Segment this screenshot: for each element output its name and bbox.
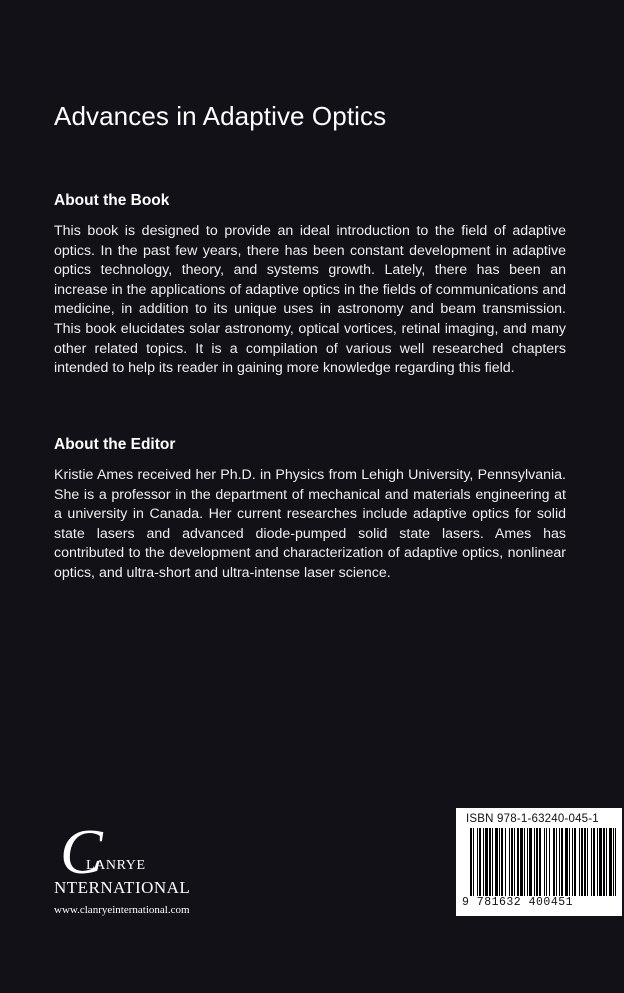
isbn-label: ISBN 978-1-63240-045-1 — [466, 813, 599, 825]
barcode-bar — [520, 828, 523, 896]
barcode-bar — [477, 828, 478, 896]
barcode-bar — [556, 828, 557, 896]
barcode-bar — [479, 828, 481, 896]
barcode-bar — [495, 828, 498, 896]
barcode-bar — [473, 828, 474, 896]
barcode-bar — [615, 828, 616, 896]
barcode-bar — [609, 828, 612, 896]
barcode-bar — [470, 828, 472, 896]
barcode-bar — [587, 828, 588, 896]
barcode-bar — [561, 828, 563, 896]
barcode-bar — [527, 828, 528, 896]
barcode-bar — [546, 828, 547, 896]
barcode-bar — [581, 828, 583, 896]
barcode-bar — [559, 828, 560, 896]
barcode-bar — [529, 828, 532, 896]
publisher-url: www.clanryeinternational.com — [54, 904, 190, 916]
about-editor-text: Kristie Ames received her Ph.D. in Physics from Lehigh University, Pennsylvania. She is a professor in the department of mechanical and materials engineering at a university in Canada. Her current researches include adaptive optics for solid state lasers and advanced diode-pumped solid state lasers. Ames has contributed to the development and characterization of adaptive optics, nonlinear optics, and ultra-short and ultra-intense laser science. — [54, 467, 566, 581]
barcode-bar — [597, 828, 598, 896]
barcode-bar — [553, 828, 555, 896]
about-editor-heading: About the Editor — [54, 436, 176, 453]
barcode-bar — [501, 828, 503, 896]
barcode-bar — [485, 828, 488, 896]
barcode-bar — [483, 828, 484, 896]
barcode-bar — [613, 828, 614, 896]
logo-text-line1: LANRYE — [86, 858, 146, 873]
barcode-bar — [549, 828, 550, 896]
isbn-barcode — [456, 808, 622, 916]
barcode-bar — [579, 828, 580, 896]
barcode-bar — [536, 828, 538, 896]
barcode-bar — [603, 828, 605, 896]
barcode-bar — [593, 828, 595, 896]
barcode-bar — [505, 828, 506, 896]
barcode-bar — [514, 828, 515, 896]
barcode-bar — [606, 828, 607, 896]
publisher-logo — [52, 816, 232, 920]
barcode-bar — [591, 828, 592, 896]
barcode-bar — [511, 828, 513, 896]
barcode-bar — [599, 828, 602, 896]
barcode-bar — [584, 828, 586, 896]
barcode-bar — [489, 828, 491, 896]
barcode-bar — [539, 828, 541, 896]
barcode-bar — [569, 828, 570, 896]
about-book-heading: About the Book — [54, 192, 170, 209]
barcode-bars — [470, 828, 616, 900]
barcode-bar — [509, 828, 510, 896]
barcode-bar — [572, 828, 573, 896]
book-title: Advances in Adaptive Optics — [54, 101, 387, 131]
logo-text-line2: NTERNATIONAL — [54, 878, 191, 897]
barcode-bar — [517, 828, 519, 896]
barcode-digits: 9 781632 400451 — [462, 896, 574, 909]
barcode-bar — [544, 828, 545, 896]
barcode-bar — [524, 828, 525, 896]
barcode-bar — [492, 828, 493, 896]
barcode-bar — [499, 828, 500, 896]
barcode-bar — [574, 828, 576, 896]
about-book-text: This book is designed to provide an ideal introduction to the field of adaptive optics. In the past few years, there has been constant development in adaptive optics technology, theory, and systems growth. Lately, there has been an increase in the applications of adaptive optics in the fields of communications and medicine, in addition to its unique uses in astronomy and beam transmission. This book elucidates solar astronomy, optical vortices, retinal imaging, and many other related topics. It is a compilation of various well researched chapters intended to help its reader in gaining more knowledge regarding this field. — [54, 223, 566, 377]
barcode-bar — [534, 828, 535, 896]
barcode-bar — [565, 828, 568, 896]
logo-script-c: C — [60, 816, 103, 887]
